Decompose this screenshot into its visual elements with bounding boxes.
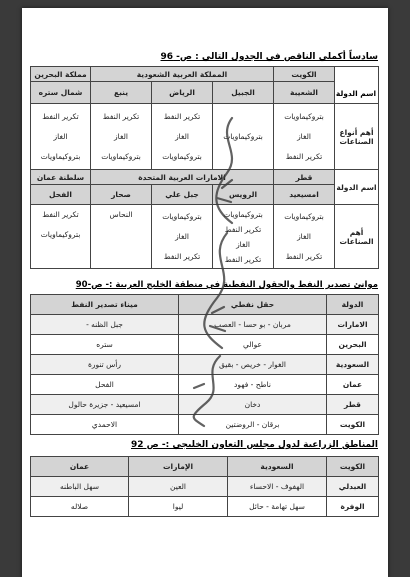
- table-cell: الوفرة: [327, 497, 379, 517]
- table-cell: ليوا: [129, 497, 228, 517]
- table-header-row: [31, 295, 379, 315]
- heading-agricultural-areas: المناطق الزراعية لدول مجلس التعاون الخليجي :- ص 92: [131, 440, 378, 450]
- oil-field-cell: ناطح - فهود: [179, 375, 327, 395]
- city-cell: جبل علي: [152, 185, 213, 205]
- country-cell: الامارات: [327, 315, 379, 335]
- country-header: قطر: [274, 170, 335, 185]
- heading-oil-ports: موانئ تصدير النفط والحقول النفطية في منطقة الخليج العربية :- ص-90: [75, 280, 378, 290]
- export-port-cell: ستره: [31, 335, 179, 355]
- export-port-cell: الاحمدي: [31, 415, 179, 435]
- industries-cell: بتروكيماويات الغاز تكرير النفط: [274, 205, 335, 269]
- city-cell: الشعيبة: [274, 82, 335, 104]
- oil-field-cell: الغوار - خريص - بقيق: [179, 355, 327, 375]
- export-port-cell: رأس تنورة: [31, 355, 179, 375]
- industries-cell: بتروكيماويات الغاز تكرير النفط: [274, 104, 335, 170]
- country-cell: البحرين: [327, 335, 379, 355]
- oil-field-cell: برقان - الروضتين: [179, 415, 327, 435]
- table-row: [31, 477, 379, 497]
- table-cell: العين: [129, 477, 228, 497]
- state-name-label: اسم الدولة: [335, 170, 379, 205]
- export-port-cell: جبل الظنه -: [31, 315, 179, 335]
- city-cell: الفحل: [31, 185, 91, 205]
- table-cell: سهل الباطنه: [31, 477, 129, 497]
- table-row: [31, 375, 379, 395]
- city-cell: ينبع: [91, 82, 152, 104]
- country-header: الكويت: [274, 67, 335, 82]
- export-port-cell: امسيعيد - جزيرة حالول: [31, 395, 179, 415]
- industries-cell: تكرير النفط الغاز بتروكيماويات: [152, 104, 213, 170]
- column-header: الإمارات: [129, 457, 228, 477]
- city-cell: امسيعيد: [274, 185, 335, 205]
- city-cell: شمال ستره: [31, 82, 91, 104]
- industries-table: [30, 66, 379, 269]
- country-header: الامارات العربية المتحدة: [91, 170, 274, 185]
- table-cell: الهفوف - الاحساء: [228, 477, 327, 497]
- column-header: السعودية: [228, 457, 327, 477]
- table-cell: العبدلي: [327, 477, 379, 497]
- state-name-label: اسم الدولة: [335, 89, 377, 98]
- table-cell: سهل تهامة - حائل: [228, 497, 327, 517]
- industries-cell: بتروكيماويات تكرير النفط الغاز تكرير النفط: [213, 205, 274, 269]
- country-header: سلطنة عمان: [31, 170, 91, 185]
- worksheet-page: [22, 8, 388, 577]
- column-header: الدولة: [327, 295, 379, 315]
- table-row: [31, 497, 379, 517]
- industries-row-label: أهم الصناعات: [335, 205, 379, 269]
- column-header: الكويت: [327, 457, 379, 477]
- city-cell: الرياض: [152, 82, 213, 104]
- country-cell: السعودية: [327, 355, 379, 375]
- industries-row-label: أهم أنواع الصناعات: [335, 104, 379, 170]
- industries-cell: بتروكيماويات: [213, 104, 274, 170]
- city-cell: الجبيل: [213, 82, 274, 104]
- oil-ports-table: [30, 294, 379, 435]
- city-cell: الرويس: [213, 185, 274, 205]
- column-header: حقل نفطي: [179, 295, 327, 315]
- country-header: مملكة البحرين: [31, 67, 91, 82]
- industries-cell: بتروكيماويات الغاز تكرير النفط: [152, 205, 213, 269]
- heading-industries: سادساً أكملي الناقص في الجدول التالي : ص- 96: [160, 52, 378, 62]
- oil-field-cell: مربان - بو حسا - العصب: [179, 315, 327, 335]
- oil-field-cell: عوالي: [179, 335, 327, 355]
- table-row: [31, 335, 379, 355]
- country-cell: الكويت: [327, 415, 379, 435]
- industries-cell: النحاس: [91, 205, 152, 269]
- table-row: [31, 355, 379, 375]
- industries-cell: تكرير النفط الغاز بتروكيماويات: [31, 104, 91, 170]
- table-row: [31, 415, 379, 435]
- export-port-cell: الفحل: [31, 375, 179, 395]
- table-row: [31, 315, 379, 335]
- country-cell: عمان: [327, 375, 379, 395]
- oil-field-cell: دخان: [179, 395, 327, 415]
- column-header: عمان: [31, 457, 129, 477]
- table-cell: صلاله: [31, 497, 129, 517]
- city-cell: صحار: [91, 185, 152, 205]
- country-header: المملكة العربية الشعودية: [91, 67, 274, 82]
- country-cell: قطر: [327, 395, 379, 415]
- agricultural-areas-table: [30, 456, 379, 517]
- table-header-row: [31, 457, 379, 477]
- table-row: [31, 395, 379, 415]
- column-header: ميناء تصدير النفط: [31, 295, 179, 315]
- industries-cell: تكرير النفط الغاز بتروكيماويات: [91, 104, 152, 170]
- industries-cell: تكرير النفط بتروكيماويات: [31, 205, 91, 269]
